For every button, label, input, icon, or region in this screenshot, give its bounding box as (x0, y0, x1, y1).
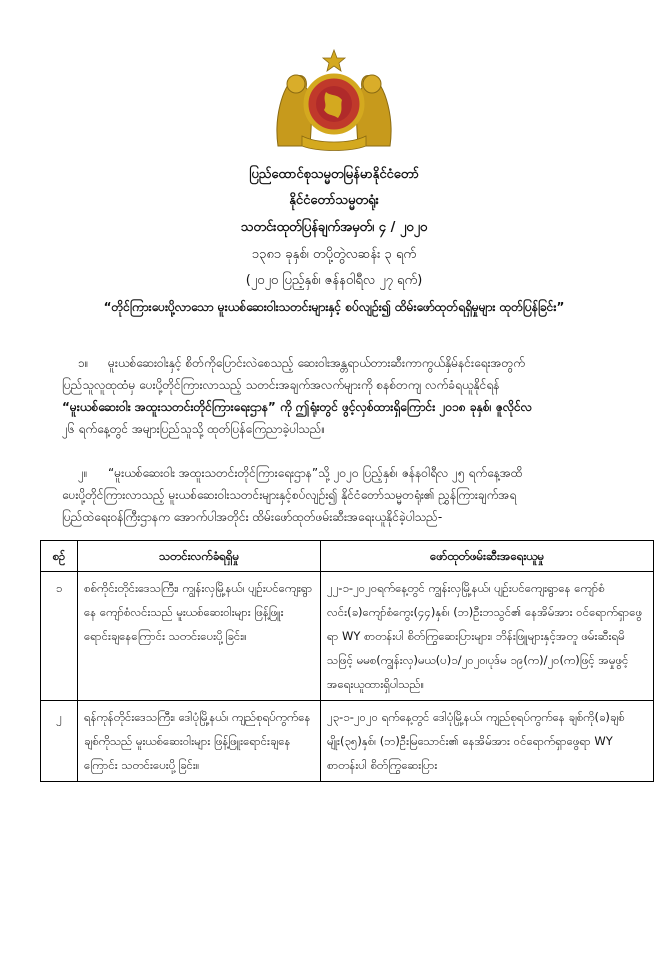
row-action: ၂၃-၁-၂၀၂၀ ရက်နေ့တွင် ဒေါပုံမြို့နယ်၊ ကျည်စုရပ်ကွက်နေ ချစ်ကို(ခ)ချစ်မျိုး(၃၅)နှစ်၊ (ဘ)ဦးမြသောင်း၏ နေအိမ်အား ဝင်ရောက်ရှာဖွေရာ WY စာတန်းပါ စိတ်ကြွဆေးပြား (321, 701, 654, 782)
paragraph-line: မူးယစ်ဆေးဝါးနှင့် စိတ်ကိုပြောင်းလဲစေသည့် ဆေးဝါးအန္တရာယ်တားဆီးကာကွယ်နှိမ်နင်းရေးအတွက် (108, 356, 525, 370)
document-title: “တိုင်ကြားပေးပို့လာသော မူးယစ်ဆေးဝါးသတင်းများနှင့် စပ်လျဉ်း၍ ထိမ်းဖော်ထုတ်ရရှိမှုများ ထုတ်ပြန်ခြင်း” (103, 300, 565, 314)
paragraph-2 (62, 462, 610, 528)
date-gregorian: (၂၀၂၀ ပြည့်နှစ်၊ ဇန်နဝါရီလ ၂၇ ရက်) (245, 273, 423, 288)
header-received: သတင်းလက်ခံရရှိမှု (78, 541, 321, 572)
table-row (41, 572, 654, 701)
row-serial: ၁ (41, 572, 78, 701)
country-name: ပြည်ထောင်စုသမ္မတမြန်မာနိုင်ငံတော် (249, 167, 419, 182)
header-action: ဖော်ထုတ်ဖမ်းဆီးအရေးယူမှု (321, 541, 654, 572)
release-number: သတင်းထုတ်ပြန်ချက်အမှတ်၊ ၄ / ၂၀၂၀ (240, 220, 428, 235)
state-seal-emblem (272, 48, 396, 154)
paragraph-1-number: ၁။ (78, 356, 89, 370)
table-row (41, 701, 654, 782)
paragraph-1 (62, 352, 610, 440)
paragraph-line: “မူးယစ်ဆေးဝါး အထူးသတင်းတိုင်ကြားရေးဌာန”သို့ ၂၀၂၀ ပြည့်နှစ်၊ ဇန်နဝါရီလ ၂၅ ရက်နေ့အထိ (108, 466, 523, 480)
row-received: စစ်ကိုင်းတိုင်းဒေသကြီး၊ ကျွန်းလှမြို့နယ်၊ ပျဉ်းပင်ကျေးရွာနေ ကျော်စံလင်းသည် မူးယစ်ဆေးဝါးများ ဖြန့်ဖြူးရောင်းချနေကြောင်း သတင်းပေးပို့ခြင်း။ (78, 572, 321, 701)
paragraph-line: ပြည်ထဲရေးဝန်ကြီးဌာနက အောက်ပါအတိုင်း ထိမ်းဖော်ထုတ်ဖမ်းဆီးအရေးယူနိုင်ခဲ့ပါသည်- (62, 510, 443, 524)
row-serial: ၂ (41, 701, 78, 782)
paragraph-line: ပေးပို့တိုင်ကြားလာသည့် မူးယစ်ဆေးဝါးသတင်းများနှင့်စပ်လျဉ်း၍ နိုင်ငံတော်သမ္မတရုံး၏ ညွှန်ကြားချက်အရ (62, 488, 517, 502)
date-myanmar: ၁၃၈၁ ခုနှစ်၊ တပို့တွဲလဆန်း ၃ ရက် (251, 247, 417, 262)
row-received: ရန်ကုန်တိုင်းဒေသကြီး၊ ဒေါပုံမြို့နယ်၊ ကျည်စုရပ်ကွက်နေ ချစ်ကိုသည် မူးယစ်ဆေးဝါးများ ဖြန့်ဖြူးရောင်းချနေကြောင်း သတင်းပေးပို့ခြင်း။ (78, 701, 321, 782)
seizure-table (40, 540, 654, 782)
header-serial: စဉ် (41, 541, 78, 572)
office-name: နိုင်ငံတော်သမ္မတရုံး (289, 193, 379, 208)
paragraph-line: ၂၆ ရက်နေ့တွင် အများပြည်သူသို့ ထုတ်ပြန်ကြေညာခဲ့ပါသည်။ (62, 422, 326, 436)
row-action: ၂၂-၁-၂၀၂၀ရက်နေ့တွင် ကျွန်းလှမြို့နယ်၊ ပျဉ်းပင်ကျေးရွာနေ ကျော်စံလင်း(ခ)ကျော်စံကွေး(၄၄)နှစ်၊ (ဘ)ဦးဘသွင်၏ နေအိမ်အား ဝင်ရောက်ရှာဖွေရာ WY စာတန်းပါ စိတ်ကြွဆေးပြားများ၊ ဘိန်းဖြူများနှင့်အတူ ဖမ်းဆီးရမိသဖြင့် မမစ(ကျွန်းလှ)မယ(ပ)၁/၂၀၂၀၊ပုဒ်မ ၁၉(က)/၂၀(က)ဖြင့် အမှုဖွင့်အရေးယူထားရှိပါသည်။ (321, 572, 654, 701)
table-header-row (41, 541, 654, 572)
paragraph-2-number: ၂။ (78, 466, 88, 480)
paragraph-line: ပြည်သူလူထုထံမှ ပေးပို့တိုင်ကြားလာသည့် သတင်းအချက်အလက်များကို စနစ်တကျ လက်ခံရယူနိုင်ရန် (62, 378, 500, 392)
paragraph-line: “မူးယစ်ဆေးဝါး အထူးသတင်းတိုင်ကြားရေးဌာန” ကို ဤရုံးတွင် ဖွင့်လှစ်ထားရှိကြောင်း ၂၀၁၈ ခုနှစ်၊ ဇူလိုင်လ (62, 400, 532, 414)
